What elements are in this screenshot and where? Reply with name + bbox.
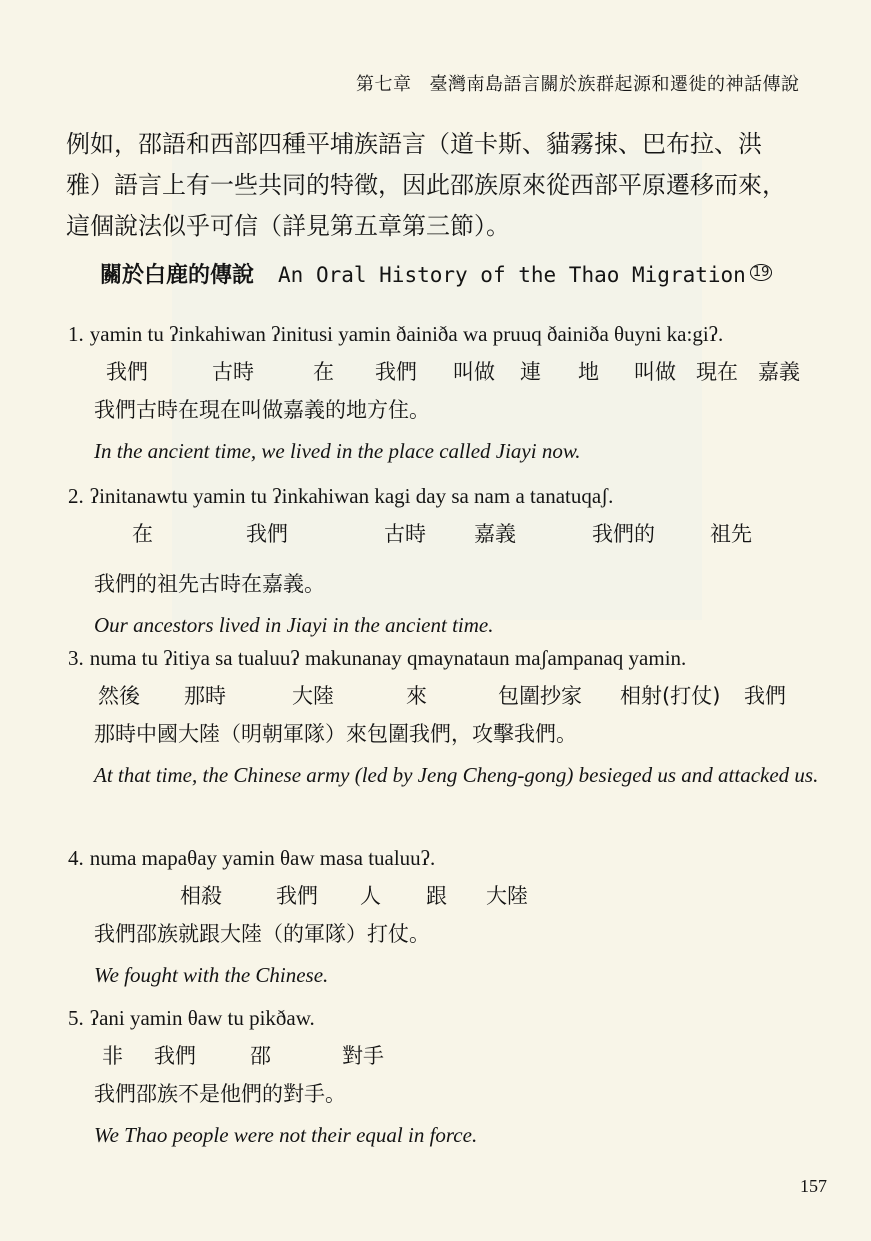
original-line bbox=[68, 1006, 838, 1036]
chinese-translation: 那時中國大陸（明朝軍隊）來包圍我們，攻擊我們。 bbox=[94, 722, 577, 746]
gloss-word: 我們 bbox=[276, 884, 318, 908]
entry-number: 3. bbox=[68, 646, 84, 670]
gloss-word: 我們 bbox=[375, 360, 417, 384]
chinese-translation: 我們邵族不是他們的對手。 bbox=[94, 1082, 346, 1106]
original-line bbox=[68, 484, 838, 514]
gloss-word: 祖先 bbox=[710, 522, 752, 546]
gloss-line bbox=[68, 514, 838, 552]
gloss-word: 我們 bbox=[154, 1044, 196, 1068]
gloss-word: 來 bbox=[406, 684, 427, 708]
gloss-word: 在 bbox=[313, 360, 334, 384]
gloss-word: 叫做 bbox=[634, 360, 676, 384]
gloss-line bbox=[68, 1036, 838, 1074]
english-translation: In the ancient time, we lived in the place called Jiayi now. bbox=[94, 439, 581, 463]
gloss-word: 現在 bbox=[696, 360, 738, 384]
english-translation: At that time, the Chinese army (led by Jeng Cheng-gong) besieged us and attacked us. bbox=[94, 763, 819, 787]
text-entry-5 bbox=[68, 1006, 838, 1156]
paragraph-line: 這個說法似乎可信（詳見第五章第三節）。 bbox=[66, 212, 510, 240]
gloss-word: 古時 bbox=[212, 360, 254, 384]
thao-text: yamin tu ʔinkahiwan ʔinitusi yamin ðainiða wa pruuq ðainiða θuyni ka:giʔ. bbox=[89, 322, 724, 346]
thao-text: ʔinitanawtu yamin tu ʔinkahiwan kagi day sa nam a tanatuqaʃ. bbox=[89, 484, 614, 508]
gloss-word: 跟 bbox=[426, 884, 447, 908]
gloss-line bbox=[68, 352, 838, 390]
gloss-word: 邵 bbox=[250, 1044, 271, 1068]
gloss-word: 地 bbox=[578, 360, 599, 384]
gloss-word: 叫做 bbox=[453, 360, 495, 384]
text-entry-1 bbox=[68, 322, 838, 472]
running-header bbox=[356, 70, 800, 96]
gloss-word: 相射(打仗) bbox=[620, 684, 721, 708]
gloss-word: 在 bbox=[132, 522, 153, 546]
gloss-word: 然後 bbox=[98, 684, 140, 708]
thao-text: ʔani yamin θaw tu pikðaw. bbox=[89, 1006, 315, 1030]
section-title-chinese: 關於白鹿的傳說 bbox=[100, 263, 255, 288]
gloss-word: 那時 bbox=[184, 684, 226, 708]
section-title-english: An Oral History of the Thao Migration bbox=[278, 263, 746, 287]
intro-paragraph bbox=[66, 124, 826, 247]
english-translation: Our ancestors lived in Jiayi in the ancient time. bbox=[94, 613, 494, 637]
gloss-word: 連 bbox=[520, 360, 541, 384]
gloss-word: 非 bbox=[102, 1044, 123, 1068]
original-line bbox=[68, 846, 838, 876]
footnote-marker[interactable]: 19 bbox=[750, 264, 773, 281]
gloss-word: 我們 bbox=[744, 684, 786, 708]
gloss-word: 人 bbox=[360, 884, 381, 908]
entry-number: 5. bbox=[68, 1006, 84, 1030]
section-title bbox=[100, 258, 772, 289]
gloss-word: 對手 bbox=[342, 1044, 384, 1068]
page-number: 157 bbox=[800, 1176, 827, 1196]
chinese-translation: 我們古時在現在叫做嘉義的地方住。 bbox=[94, 398, 430, 422]
entry-number: 4. bbox=[68, 846, 84, 870]
gloss-word: 包圍抄家 bbox=[498, 684, 582, 708]
text-entry-2 bbox=[68, 484, 838, 646]
gloss-word: 嘉義 bbox=[758, 360, 800, 384]
paragraph-line: 例如，邵語和西部四種平埔族語言（道卡斯、貓霧捒、巴布拉、洪 bbox=[66, 130, 762, 158]
thao-text: numa mapaθay yamin θaw masa tualuuʔ. bbox=[89, 846, 436, 870]
paragraph-line: 雅）語言上有一些共同的特徵，因此邵族原來從西部平原遷移而來， bbox=[66, 171, 786, 199]
original-line bbox=[68, 646, 838, 676]
english-translation: We Thao people were not their equal in force. bbox=[94, 1123, 478, 1147]
chinese-translation: 我們邵族就跟大陸（的軍隊）打仗。 bbox=[94, 922, 430, 946]
gloss-line bbox=[68, 876, 838, 914]
english-translation: We fought with the Chinese. bbox=[94, 963, 329, 987]
chapter-title: 臺灣南島語言關於族群起源和遷徙的神話傳說 bbox=[429, 74, 800, 95]
gloss-line bbox=[68, 676, 838, 714]
gloss-word: 大陸 bbox=[292, 684, 334, 708]
chapter-label: 第七章 bbox=[356, 74, 412, 95]
gloss-word: 我們 bbox=[106, 360, 148, 384]
gloss-word: 相殺 bbox=[180, 884, 222, 908]
gloss-word: 古時 bbox=[384, 522, 426, 546]
original-line bbox=[68, 322, 838, 352]
gloss-word: 我們 bbox=[246, 522, 288, 546]
gloss-word: 大陸 bbox=[486, 884, 528, 908]
entry-number: 2. bbox=[68, 484, 84, 508]
gloss-word: 嘉義 bbox=[474, 522, 516, 546]
entry-number: 1. bbox=[68, 322, 84, 346]
chinese-translation: 我們的祖先古時在嘉義。 bbox=[94, 572, 325, 596]
gloss-word: 我們的 bbox=[592, 522, 655, 546]
text-entry-4 bbox=[68, 846, 838, 996]
thao-text: numa tu ʔitiya sa tualuuʔ makunanay qmaynataun maʃampanaq yamin. bbox=[89, 646, 687, 670]
text-entry-3 bbox=[68, 646, 838, 796]
